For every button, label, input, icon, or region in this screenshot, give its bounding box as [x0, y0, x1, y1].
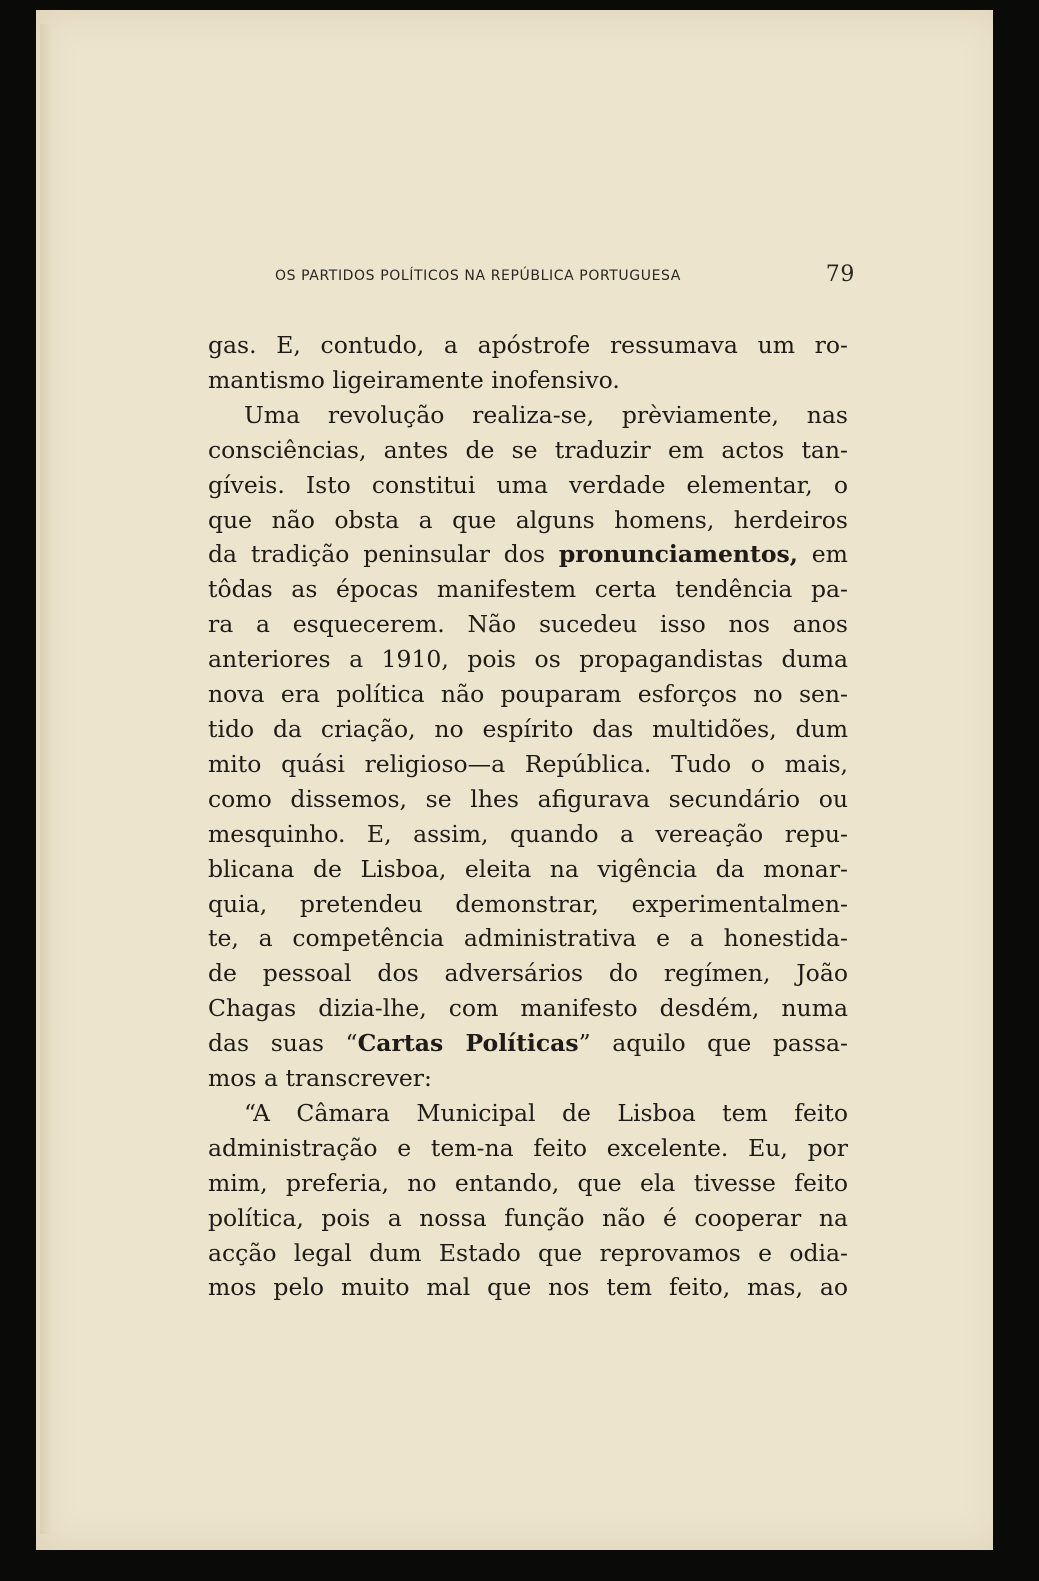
bold-term: Cartas Políticas — [357, 1029, 579, 1058]
text-line: Chagas dizia-lhe, com manifesto desdém, numa — [208, 994, 848, 1023]
running-header — [275, 262, 855, 292]
text-line: blicana de Lisboa, eleita na vigência da monar- — [208, 854, 848, 883]
text-line: anteriores a 1910, pois os propagandistas duma — [208, 645, 848, 674]
text-line: acção legal dum Estado que reprovamos e odia- — [208, 1238, 848, 1267]
text-line: consciências, antes de se traduzir em actos tan- — [208, 435, 848, 464]
text-line — [208, 537, 848, 572]
text-line: mos pelo muito mal que nos tem feito, mas, ao — [208, 1273, 848, 1302]
text-line: mesquinho. E, assim, quando a vereação repu- — [208, 819, 848, 848]
page-gutter-edge — [40, 24, 52, 1534]
text-line: que não obsta a que alguns homens, herdeiros — [208, 505, 848, 534]
text-line: tido da criação, no espírito das multidões, dum — [208, 714, 848, 743]
text-line: mos a transcrever: — [208, 1064, 432, 1093]
text-line: mito quási religioso—a República. Tudo o mais, — [208, 749, 848, 778]
text-line: gíveis. Isto constitui uma verdade elementar, o — [208, 470, 848, 499]
page-right-border — [993, 0, 1039, 1581]
text-segment: ” aquilo que passa- — [578, 1029, 848, 1058]
text-segment: das suas “ — [208, 1029, 358, 1058]
text-segment: da tradição peninsular dos — [208, 540, 546, 569]
text-line: te, a competência administrativa e a honestida- — [208, 924, 848, 953]
text-line: administração e tem-na feito excelente. Eu, por — [208, 1133, 848, 1162]
bold-term: pronunciamentos, — [558, 540, 798, 569]
page-number: 79 — [825, 262, 855, 287]
running-title: OS PARTIDOS POLÍTICOS NA REPÚBLICA PORTUGUESA — [275, 268, 681, 284]
text-line: “A Câmara Municipal de Lisboa tem feito — [244, 1098, 848, 1127]
text-line: gas. E, contudo, a apóstrofe ressumava um ro- — [208, 331, 848, 359]
text-line: mim, preferia, no entando, que ela tivesse feito — [208, 1168, 848, 1197]
text-line: quia, pretendeu demonstrar, experimentalmen- — [208, 889, 848, 918]
text-line: tôdas as épocas manifestem certa tendência pa- — [208, 575, 848, 604]
text-line: de pessoal dos adversários do regímen, João — [208, 959, 848, 988]
body-text — [208, 328, 848, 1305]
text-segment: em — [811, 540, 848, 569]
text-line: como dissemos, se lhes afigurava secundário ou — [208, 784, 848, 813]
text-line: mantismo ligeiramente inofensivo. — [208, 365, 620, 394]
text-line: ra a esquecerem. Não sucedeu isso nos anos — [208, 610, 848, 639]
text-line — [208, 1026, 848, 1061]
text-line: Uma revolução realiza-se, prèviamente, nas — [244, 400, 848, 429]
text-line: nova era política não pouparam esforços no sen- — [208, 680, 848, 709]
text-line: política, pois a nossa função não é cooperar na — [208, 1203, 848, 1232]
